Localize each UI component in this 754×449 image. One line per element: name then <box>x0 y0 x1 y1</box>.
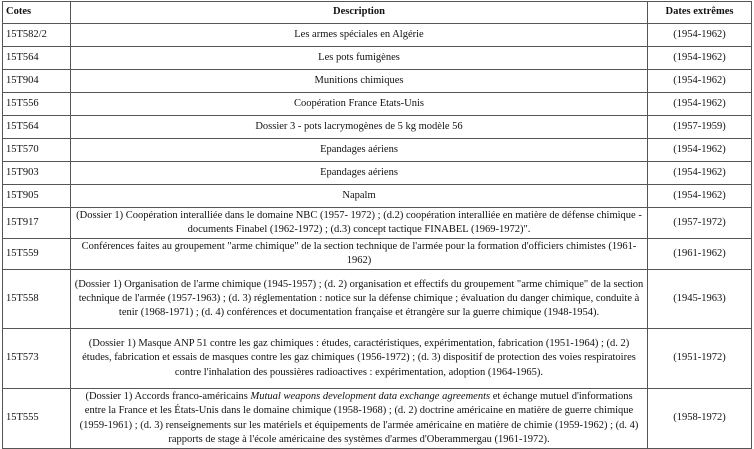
cell-description: Epandages aériens <box>71 139 648 162</box>
table-row <box>3 139 752 162</box>
cell-cote: 15T564 <box>3 116 71 139</box>
description-text: et échange mutuel d'informations entre la France et les États-Unis dans le domaine chimique (1958-1968) ; (d. 2) doctrine américaine en matière de guerre chimique (1959-1961) ; (d. 3) renseignements sur les matériels et équipements de l'armée américaine en matière de chimie (1959-1962) ; (d. 4) rapports de stage à l'école américaine des systèmes d'armes d'Oberammergau (1961-1972). <box>79 390 639 445</box>
description-text: (Dossier 1) Accords franco-américains <box>85 390 251 402</box>
cell-description: Epandages aériens <box>71 162 648 185</box>
cell-cote: 15T904 <box>3 70 71 93</box>
cell-dates: (1954-1962) <box>648 70 752 93</box>
header-cotes: Cotes <box>3 2 71 24</box>
table-row <box>3 47 752 70</box>
cell-description <box>71 389 648 449</box>
cell-description: Napalm <box>71 185 648 208</box>
table-row <box>3 389 752 449</box>
header-description: Description <box>71 2 648 24</box>
cell-cote: 15T556 <box>3 93 71 116</box>
table-row <box>3 162 752 185</box>
table-row <box>3 329 752 389</box>
cell-description: Les armes spéciales en Algérie <box>71 24 648 47</box>
cell-description: (Dossier 1) Organisation de l'arme chimique (1945-1957) ; (d. 2) organisation et effectifs du groupement "arme chimique" de la section technique de l'armée (1957-1963) ; (d. 3) réglementation : notice sur la défense chimique ; évaluation du danger chimique, conduite à tenir (1968-1971) ; (d. 4) conférences et documentation française et étrangère sur la guerre chimique (1948-1954). <box>71 270 648 329</box>
table-row <box>3 185 752 208</box>
cell-description: Dossier 3 - pots lacrymogènes de 5 kg modèle 56 <box>71 116 648 139</box>
cell-description: Les pots fumigènes <box>71 47 648 70</box>
cell-cote: 15T573 <box>3 329 71 389</box>
cell-cote: 15T570 <box>3 139 71 162</box>
cell-dates: (1954-1962) <box>648 93 752 116</box>
cell-cote: 15T917 <box>3 208 71 239</box>
table-row <box>3 93 752 116</box>
cell-cote: 15T555 <box>3 389 71 449</box>
cell-dates: (1951-1972) <box>648 329 752 389</box>
cell-dates: (1945-1963) <box>648 270 752 329</box>
cell-dates: (1954-1962) <box>648 185 752 208</box>
table-row <box>3 239 752 270</box>
cell-dates: (1954-1962) <box>648 162 752 185</box>
header-dates: Dates extrêmes <box>648 2 752 24</box>
cell-description: Munitions chimiques <box>71 70 648 93</box>
table-row <box>3 116 752 139</box>
cell-dates: (1954-1962) <box>648 139 752 162</box>
cell-cote: 15T558 <box>3 270 71 329</box>
table-row <box>3 24 752 47</box>
cell-description: (Dossier 1) Masque ANP 51 contre les gaz chimiques : études, caractéristiques, expérimentation, fabrication (1951-1964) ; (d. 2) études, fabrication et essais de masques contre les gaz chimiques (1956-1972) ; (d. 3) dispositif de protection des voies respiratoires contre l'inhalation des poussières radioactives : expérimentation, adoption (1964-1965). <box>71 329 648 389</box>
cell-cote: 15T559 <box>3 239 71 270</box>
cell-cote: 15T564 <box>3 47 71 70</box>
cell-dates: (1958-1972) <box>648 389 752 449</box>
cell-cote: 15T905 <box>3 185 71 208</box>
cell-dates: (1961-1962) <box>648 239 752 270</box>
cell-dates: (1957-1959) <box>648 116 752 139</box>
archive-table <box>2 1 752 449</box>
table-row <box>3 270 752 329</box>
table-row <box>3 70 752 93</box>
cell-dates: (1954-1962) <box>648 24 752 47</box>
cell-description: Coopération France Etats-Unis <box>71 93 648 116</box>
agreement-title: Mutual weapons development data exchange agreements <box>250 390 491 402</box>
header-row <box>3 2 752 24</box>
cell-cote: 15T582/2 <box>3 24 71 47</box>
cell-cote: 15T903 <box>3 162 71 185</box>
cell-dates: (1954-1962) <box>648 47 752 70</box>
table-row <box>3 208 752 239</box>
cell-description: (Dossier 1) Coopération interalliée dans le domaine NBC (1957- 1972) ; (d.2) coopération interalliée en matière de défense chimique - documents Finabel (1962-1972) ; (d.3) concept tactique FINABEL (1969-1972)". <box>71 208 648 239</box>
cell-description: Conférences faites au groupement "arme chimique" de la section technique de l'armée pour la formation d'officiers chimistes (1961-1962) <box>71 239 648 270</box>
cell-dates: (1957-1972) <box>648 208 752 239</box>
